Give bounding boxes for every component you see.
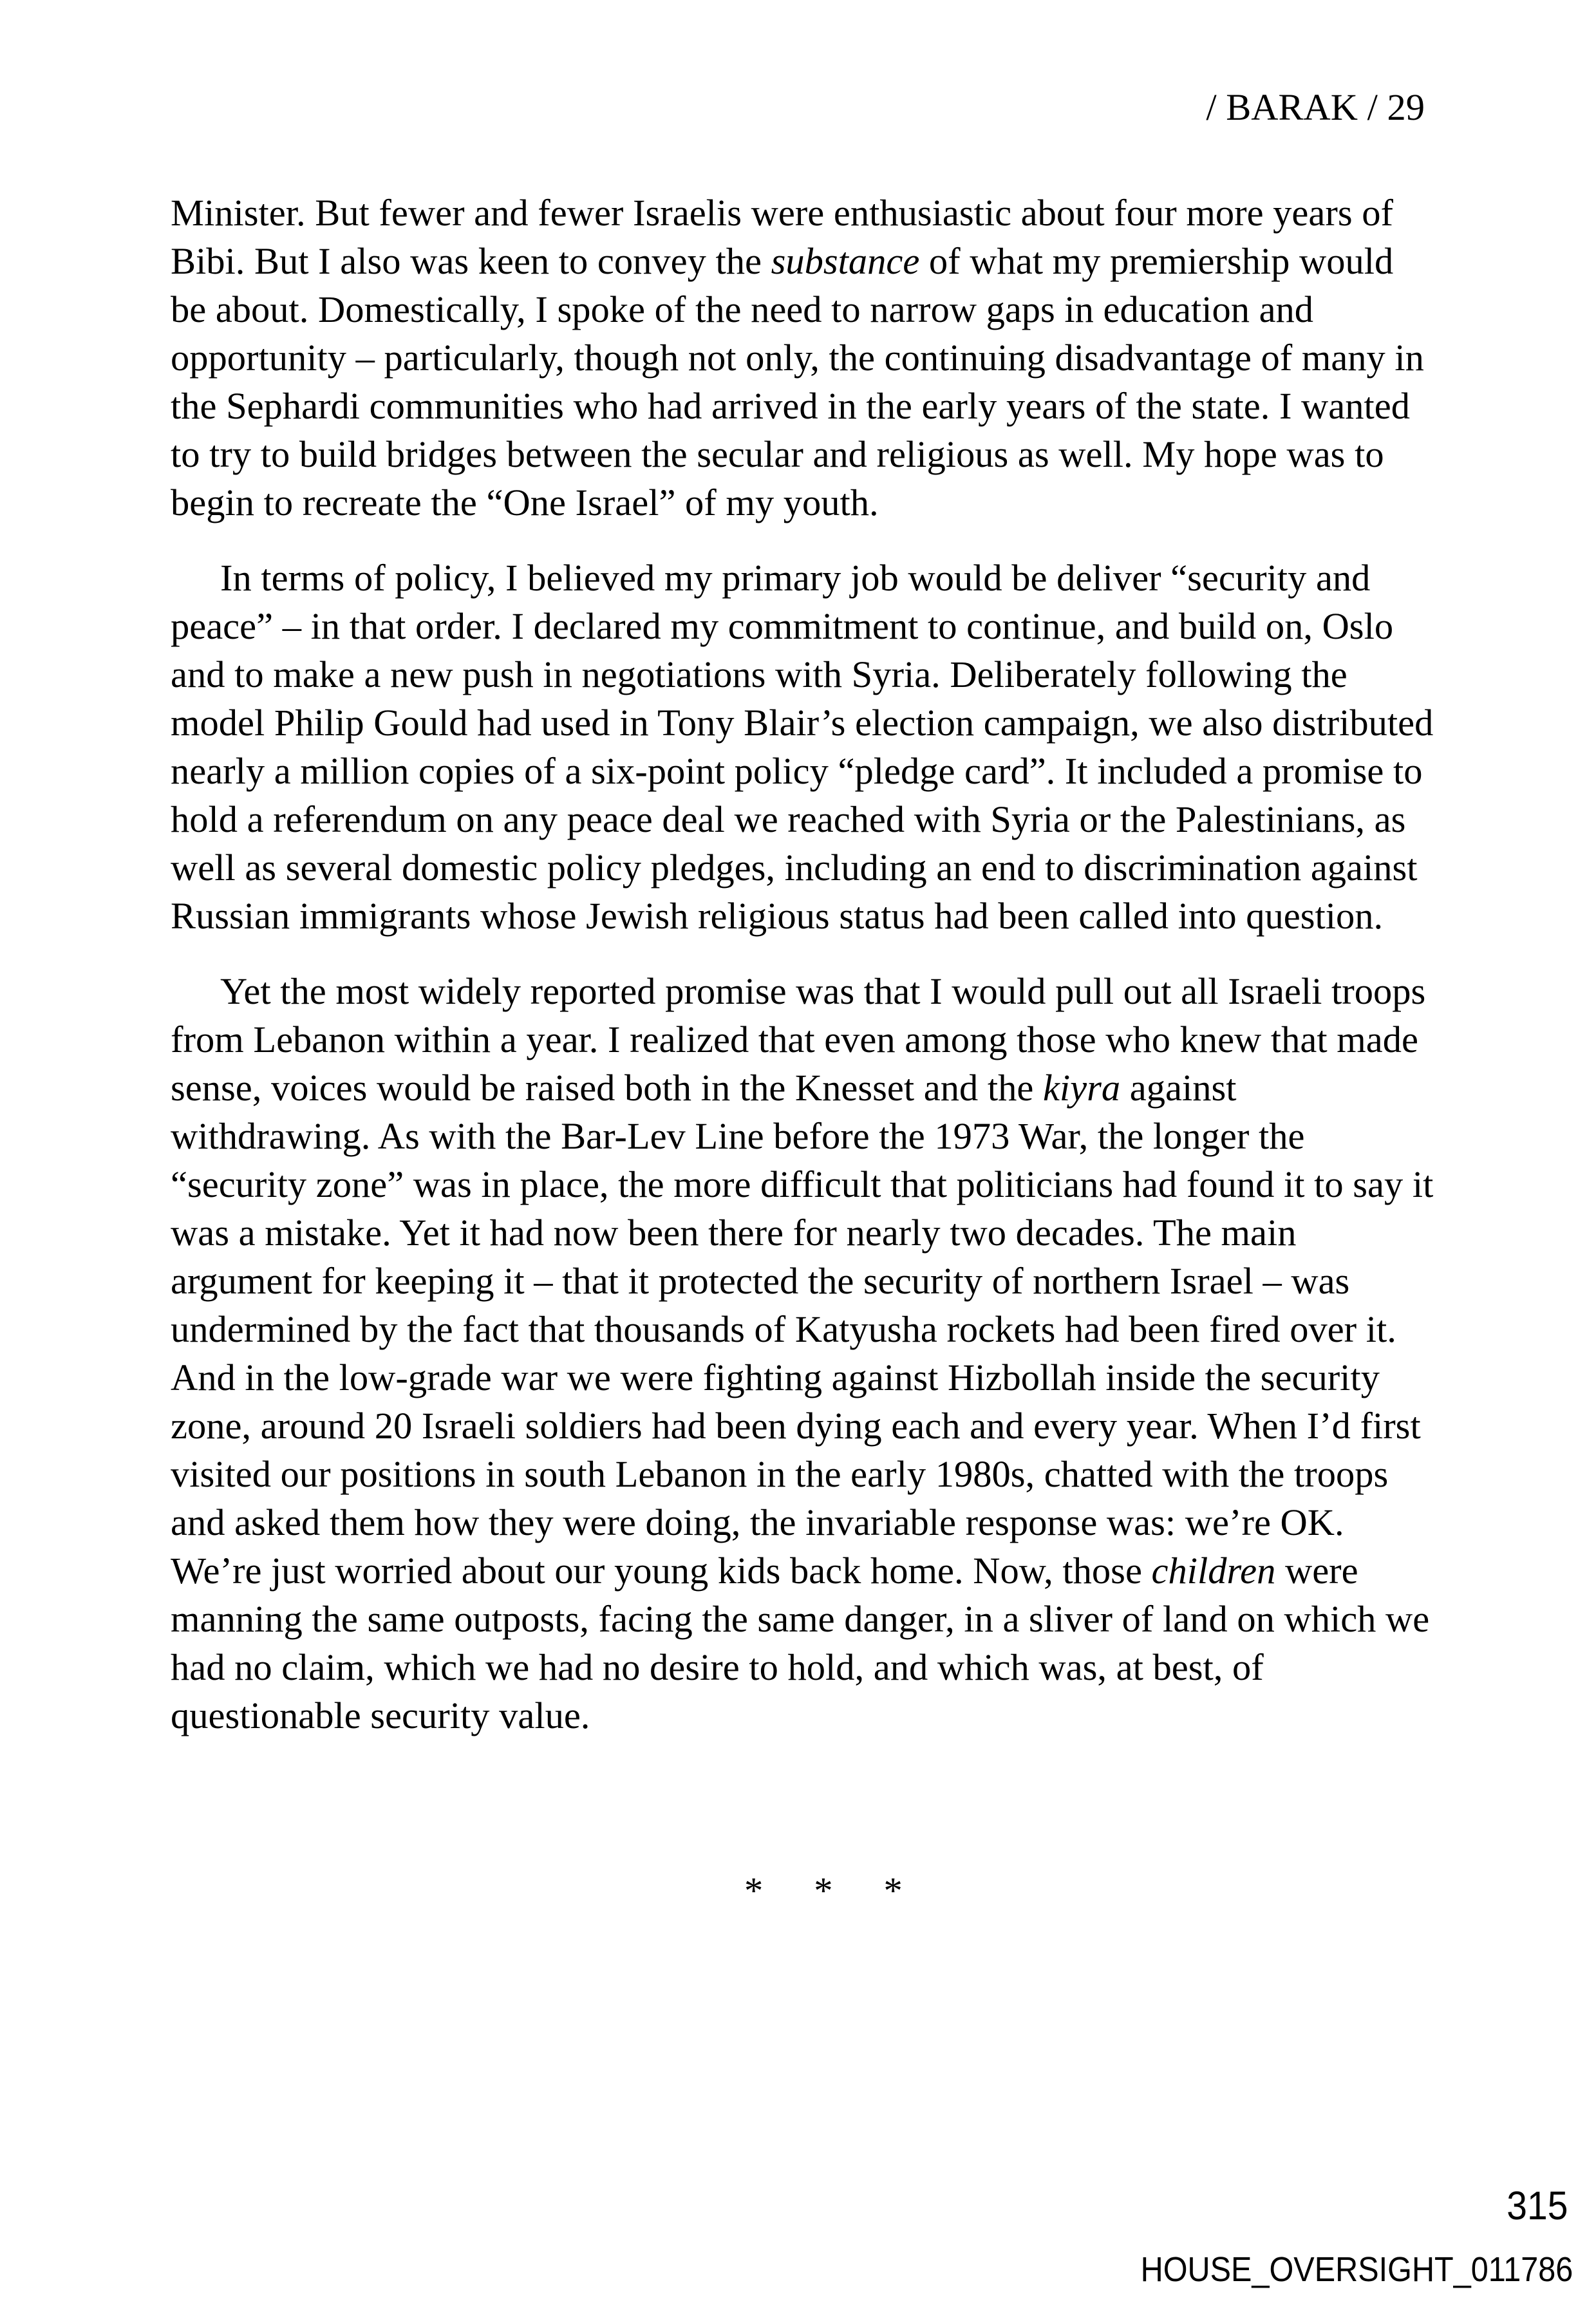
italic-text-segment: substance [771, 240, 920, 282]
text-segment: were manning the same outposts, facing the same danger, in a sliver of land on which we had no claim, which we had no desire to hold, and which was, at best, of questionable security value. [171, 1550, 1430, 1736]
italic-text-segment: kiyra [1042, 1067, 1121, 1109]
text-segment: against withdrawing. As with the Bar-Lev Line before the 1973 War, the longer the “security zone” was in place, the more difficult that politicians had found it to say it was a mistake. Yet it had now been there for nearly two decades. The main argument for keeping it – that it protected the security of northern Israel – was undermined by the fact that thousands of Katyusha rockets had been fired over it. And in the low-grade war we were fighting against Hizbollah inside the security zone, around 20 Israeli soldiers had been dying each and every year. When I’d first visited our positions in south Lebanon in the early 1980s, chatted with the troops and asked them how they were doing, the invariable response was: we’re OK. We’re just worried about our young kids back home. Now, those [171, 1067, 1434, 1592]
paragraph-3 [171, 967, 1435, 1740]
text-segment: In terms of policy, I believed my primary job would be deliver “security and peace” – in that order. I declared my commitment to continue, and build on, Oslo and to make a new push in negotiations with Syria. Deliberately following the model Philip Gould had used in Tony Blair’s election campaign, we also distributed nearly a million copies of a six-point policy “pledge card”. It included a promise to hold a referendum on any peace deal we reached with Syria or the Palestinians, as well as several domestic policy pledges, including an end to discrimination against Russian immigrants whose Jewish religious status had been called into question. [171, 557, 1434, 937]
body-text [171, 189, 1435, 1767]
italic-text-segment: children [1151, 1550, 1276, 1592]
paragraph-1 [171, 189, 1435, 527]
asterisk: * [814, 1870, 833, 1912]
paragraph-2 [171, 554, 1435, 940]
asterisk: * [744, 1870, 764, 1912]
section-break-asterisks [744, 1872, 903, 1910]
bates-stamp: HOUSE_OVERSIGHT_011786 [1140, 2250, 1573, 2289]
text-segment: Minister. But fewer and fewer Israelis were enthusiastic about four more years of Bibi. But I also was keen to convey the [171, 192, 1393, 282]
text-segment: Yet the most widely reported promise was that I would pull out all Israeli troops from Lebanon within a year. I realized that even among those who knew that made sense, voices would be raised both in the Knesset and the [171, 970, 1426, 1109]
running-header: / BARAK / 29 [1206, 86, 1425, 128]
asterisk: * [883, 1870, 903, 1912]
page-number: 315 [1506, 2184, 1568, 2228]
text-segment: of what my premiership would be about. Domestically, I spoke of the need to narrow gaps in education and opportunity – particularly, though not only, the continuing disadvantage of many in the Sephardi communities who had arrived in the early years of the state. I wanted to try to build bridges between the secular and religious as well. My hope was to begin to recreate the “One Israel” of my youth. [171, 240, 1424, 523]
